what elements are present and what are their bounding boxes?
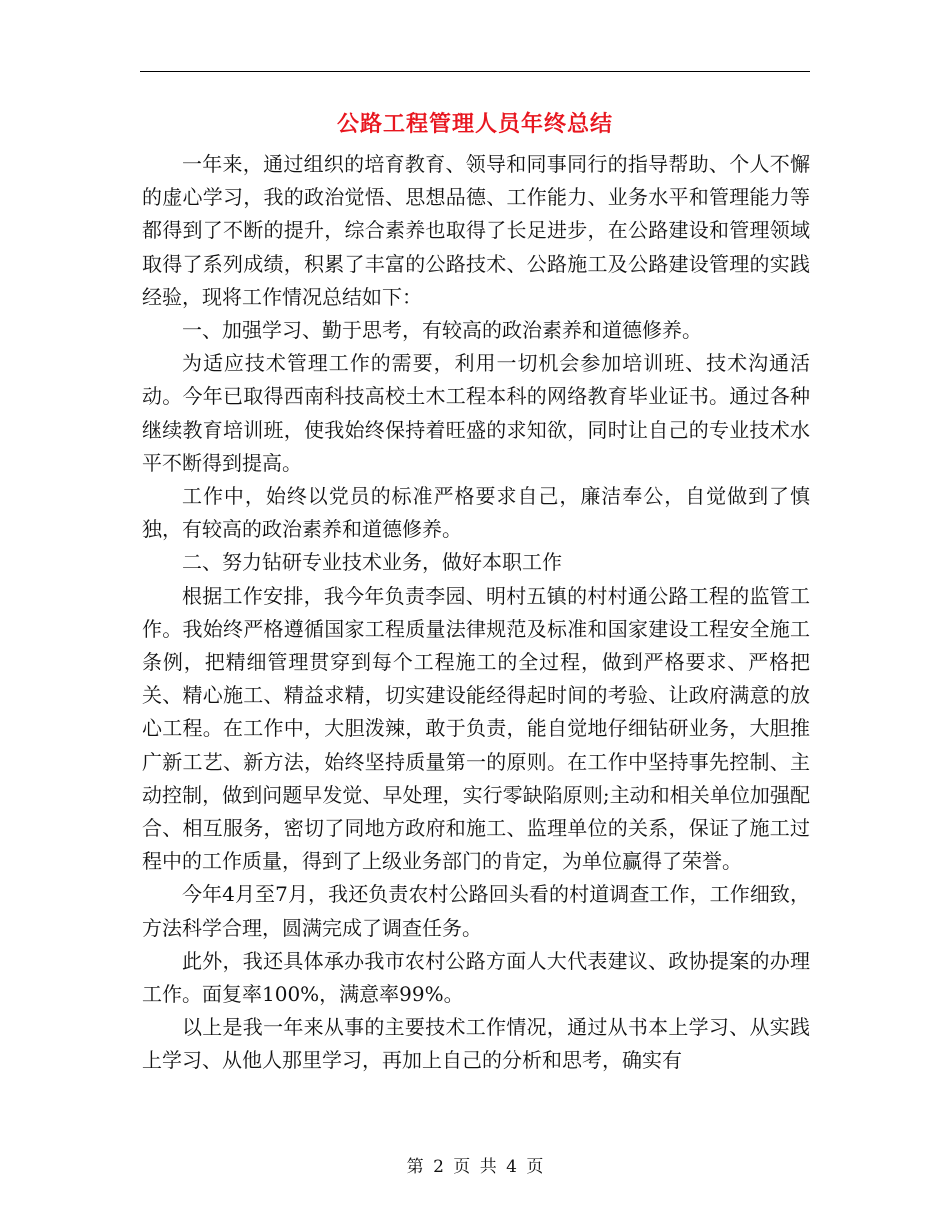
section-heading-2: 二、努力钻研专业技术业务，做好本职工作 — [182, 550, 562, 575]
document-body — [142, 148, 810, 1078]
paragraph-supervision: 根据工作安排，我今年负责李园、明村五镇的村村通公路工程的监管工作。我始终严格遵循国家工程质量法律规范及标准和国家建设工程安全施工条例，把精细管理贯穿到每个工程施工的全过程，做到严格要求、严格把关、精心施工、精益求精，切实建设能经得起时间的考验、让政府满意的放心工程。在工作中，大胆泼辣，敢于负责，能自觉地仔细钻研业务，大胆推广新工艺、新方法，始终坚持质量第一的原则。在工作中坚持事先控制、主动控制，做到问题早发觉、早处理，实行零缺陷原则;主动和相关单位加强配合、相互服务，密切了同地方政府和施工、监理单位的关系，保证了施工过程中的工作质量，得到了上级业务部门的肯定，为单位赢得了荣誉。 — [142, 583, 810, 874]
paragraph-training: 为适应技术管理工作的需要，利用一切机会参加培训班、技术沟通活动。今年已取得西南科技高校土木工程本科的网络教育毕业证书。通过各种继续教育培训班，使我始终保持着旺盛的求知欲，同时让自己的专业技术水平不断得到提高。 — [142, 351, 810, 475]
document-title: 公路工程管理人员年终总结 — [336, 111, 613, 137]
paragraph-survey: 今年4月至7月，我还负责农村公路回头看的村道调查工作，工作细致，方法科学合理，圆满完成了调查任务。 — [142, 882, 810, 940]
paragraph-proposals: 此外，我还具体承办我市农村公路方面人大代表建议、政协提案的办理工作。面复率100%，满意率99%。 — [142, 948, 810, 1007]
paragraph-intro: 一年来，通过组织的培育教育、领导和同事同行的指导帮助、个人不懈的虚心学习，我的政治觉悟、思想品德、工作能力、业务水平和管理能力等都得到了不断的提升，综合素养也取得了长足进步，在公路建设和管理领域取得了系列成绩，积累了丰富的公路技术、公路施工及公路建设管理的实践经验，现将工作情况总结如下： — [142, 152, 810, 309]
header-rule — [140, 71, 810, 72]
paragraph-integrity: 工作中，始终以党员的标准严格要求自己，廉洁奉公，自觉做到了慎独，有较高的政治素养和道德修养。 — [142, 484, 810, 542]
paragraph-summary: 以上是我一年来从事的主要技术工作情况，通过从书本上学习、从实践上学习、从他人那里学习，再加上自己的分析和思考，确实有 — [142, 1015, 810, 1073]
page-number: 第 2 页 共 4 页 — [406, 1157, 544, 1177]
section-heading-1: 一、加强学习、勤于思考，有较高的政治素养和道德修养。 — [182, 318, 702, 343]
